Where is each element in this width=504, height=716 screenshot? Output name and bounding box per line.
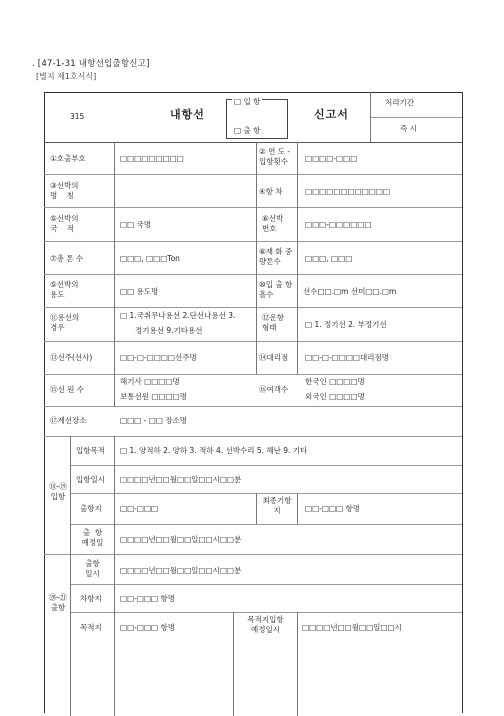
departure-section-label: ⑳-㉑ 출항 — [49, 593, 67, 613]
form-id-number: 315 — [70, 112, 85, 121]
ship-number-field[interactable]: □□□-□□□□□□ — [305, 220, 372, 229]
destination-eta-field[interactable]: □□□□년□□월□□일□□시 — [302, 623, 402, 632]
year-entry-count-label: ② 연 도 - 입항횟수 — [259, 147, 291, 167]
year-entry-count-field[interactable]: □□□□-□□□ — [305, 154, 358, 163]
form-code: . [47-1-31 내항선입출항신고] — [32, 59, 150, 69]
planned-departure-label: 출 항 예정일 — [81, 528, 104, 548]
voyage-field[interactable]: □□□□□□□□□□□□ — [305, 187, 391, 196]
processing-period-value: 즉 시 — [400, 124, 417, 133]
voyage-label: ④항 차 — [259, 187, 283, 196]
last-port-label: 최종기항 지 — [262, 496, 292, 516]
deadweight-field[interactable]: □□□, □□□ — [305, 254, 353, 263]
entry-datetime-label: 입항일시 — [76, 475, 105, 484]
form-number: [별지 제1호서식] — [36, 72, 97, 81]
ship-purpose-label: ⑤선박의 용도 — [50, 280, 79, 300]
passengers-korean-field[interactable]: 한국인 □□□□명 — [305, 377, 365, 386]
nationality-label: ⑤선박의 국 적 — [50, 214, 79, 234]
call-sign-field[interactable]: □□□□□□□□□ — [120, 154, 184, 163]
departure-datetime-field[interactable]: □□□□년□□월□□일□□시□□분 — [120, 566, 242, 575]
entry-purpose-options[interactable]: □ 1. 양적하 2. 양하 3. 적하 4. 선박수리 5. 해난 9. 기타 — [120, 446, 308, 455]
gross-tonnage-label: ⑦총 톤 수 — [50, 254, 84, 263]
entry-section-label: ⑱-⑲ 입항 — [49, 482, 67, 502]
entry-datetime-field[interactable]: □□□□년□□월□□일□□시□□분 — [120, 475, 242, 484]
owner-label: ⑬선주(선사) — [50, 353, 93, 362]
charter-type-line2[interactable]: 정기용선 9.기타용선 — [135, 326, 203, 335]
charter-case-label: ⑪용선의 경우 — [50, 313, 80, 333]
planned-departure-field[interactable]: □□□□년□□월□□일□□시□□분 — [120, 535, 242, 544]
exit-option-checkbox[interactable]: □ 출 항 — [234, 126, 261, 135]
entry-purpose-label: 입항목적 — [76, 446, 105, 455]
draft-field[interactable]: 선수□□.□m 선미□□.□m — [303, 287, 397, 296]
origin-port-label: 출항지 — [80, 504, 102, 513]
draft-label: ⑩입 출 항 흘수 — [259, 280, 293, 300]
form-title-right: 신고서 — [314, 108, 349, 121]
call-sign-label: ①호출부호 — [50, 154, 86, 163]
departure-datetime-label: 출항 일시 — [85, 559, 100, 579]
next-port-field[interactable]: □□-□□□ 항명 — [120, 594, 176, 603]
ship-purpose-field[interactable]: □□ 용도명 — [120, 287, 159, 296]
destination-label: 목적지 — [80, 623, 102, 632]
crew-count-label: ⑮선 원 수 — [50, 385, 85, 394]
deadweight-label: ⑧재 화 중 량톤수 — [259, 247, 293, 267]
processing-period-label: 처리기간 — [385, 98, 414, 107]
destination-field[interactable]: □□-□□□ 항명 — [120, 623, 176, 632]
last-port-field[interactable]: □□-□□□ 항명 — [305, 504, 361, 513]
destination-eta-label: 목적지입항 예정일시 — [247, 615, 284, 635]
service-type-label: ⑫운항 형태 — [262, 313, 284, 333]
crew-officers-field[interactable]: 해기사 □□□□명 — [120, 377, 180, 386]
charter-type-line1[interactable]: □ 1.국취무나용선 2.단선나용선 3. — [120, 311, 236, 320]
berth-label: ⑰계선장소 — [50, 416, 87, 425]
next-port-label: 차항지 — [80, 594, 102, 603]
form-title-left: 내항선 — [170, 108, 205, 121]
nationality-field[interactable]: □□ 국명 — [120, 220, 152, 229]
service-type-field[interactable]: □ 1. 정기선 2. 부정기선 — [305, 320, 387, 329]
agent-label: ⑭대리점 — [259, 353, 289, 362]
ship-number-label: ⑥선박 번호 — [262, 214, 284, 234]
owner-field[interactable]: □□-□-□□□□선주명 — [120, 353, 197, 362]
origin-port-field[interactable]: □□-□□□ — [120, 504, 159, 513]
ship-name-label: ③선박의 명 칭 — [50, 181, 79, 201]
agent-field[interactable]: □□-□-□□□□대리점명 — [305, 353, 389, 362]
berth-field[interactable]: □□□ - □□ 장소명 — [120, 416, 188, 425]
gross-tonnage-field[interactable]: □□□, □□□Ton — [120, 254, 180, 263]
crew-ratings-field[interactable]: 보통선원 □□□□명 — [120, 392, 187, 401]
passengers-foreign-field[interactable]: 외국인 □□□□명 — [305, 392, 365, 401]
entry-option-checkbox[interactable]: □ 입 항 — [234, 97, 261, 106]
passenger-count-label: ⑯여객수 — [259, 385, 289, 394]
